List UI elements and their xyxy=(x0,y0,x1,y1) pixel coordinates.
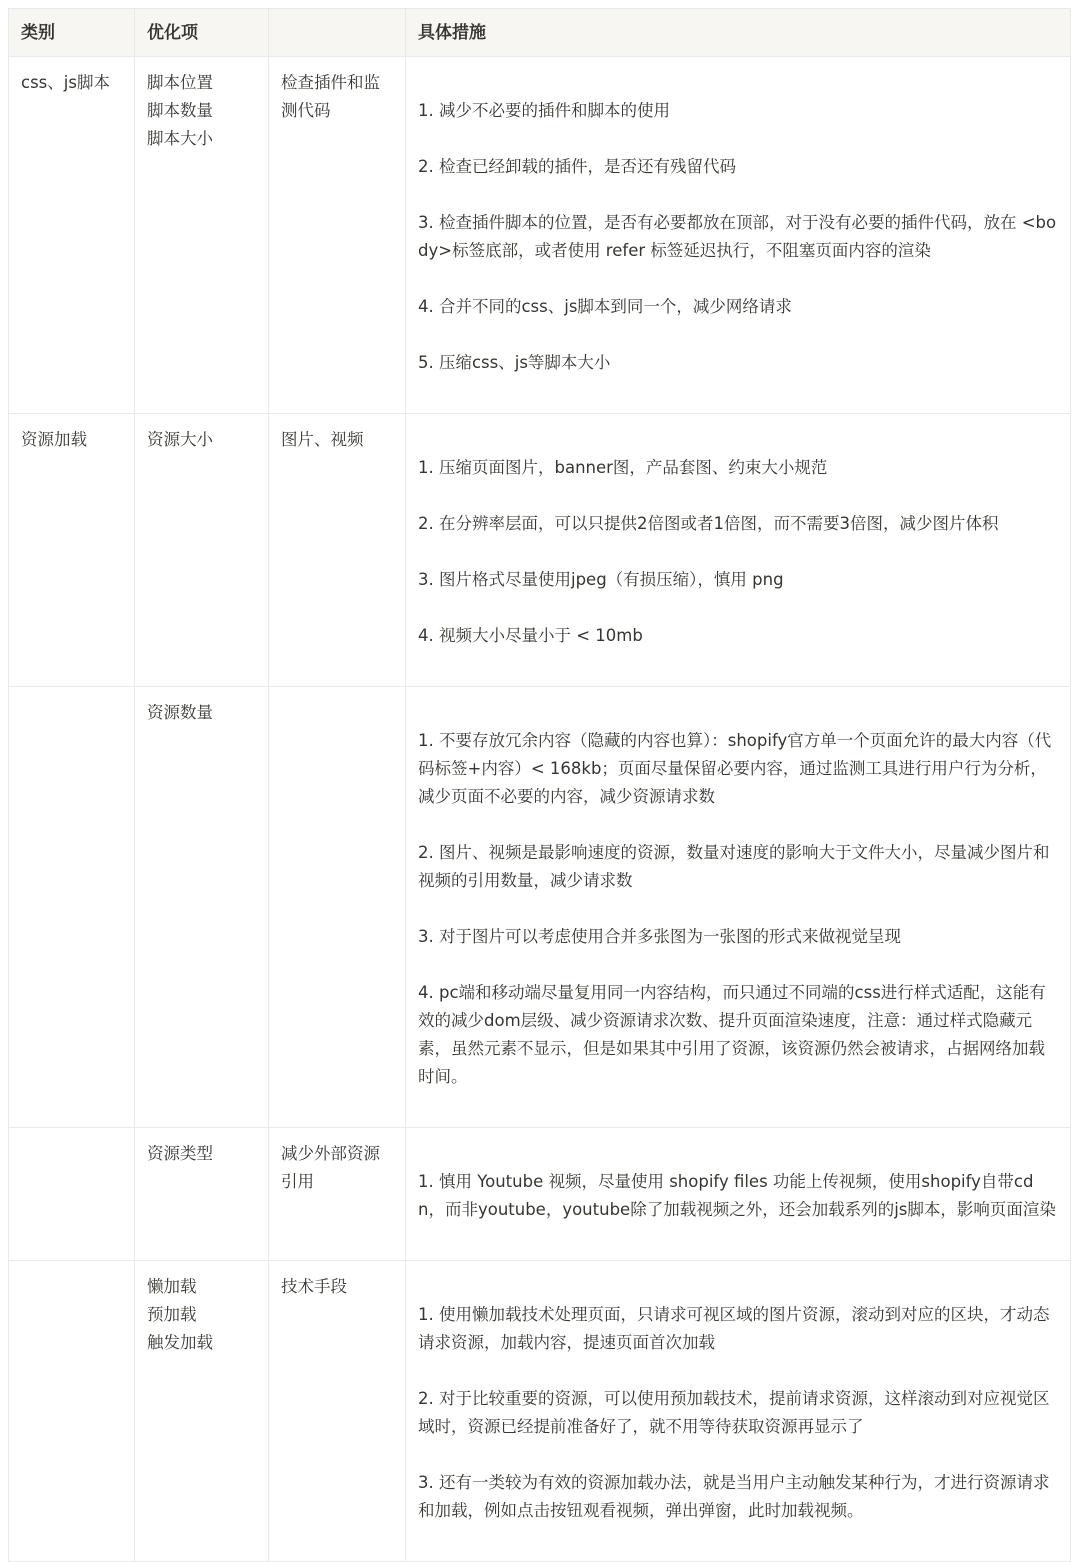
cell-measures xyxy=(406,1128,1071,1261)
table-row xyxy=(9,1261,1071,1562)
measure-line: 3. 检查插件脚本的位置，是否有必要都放在顶部，对于没有必要的插件代码，放在 <body>标签底部，或者使用 refer 标签延迟执行，不阻塞页面内容的渲染 xyxy=(418,213,1057,260)
measure-line: 2. 图片、视频是最影响速度的资源，数量对速度的影响大于文件大小，尽量减少图片和视频的引用数量，减少请求数 xyxy=(418,843,1050,890)
measure-line: 2. 检查已经卸载的插件，是否还有残留代码 xyxy=(418,157,736,176)
cell-category xyxy=(9,1128,135,1261)
cell-sub: 技术手段 xyxy=(269,1261,406,1562)
cell-item: 资源大小 xyxy=(135,414,269,687)
measure-line: 3. 对于图片可以考虑使用合并多张图为一张图的形式来做视觉呈现 xyxy=(418,927,901,946)
header-item: 优化项 xyxy=(135,9,269,57)
optimization-table xyxy=(8,8,1071,1562)
measure-line: 3. 还有一类较为有效的资源加载办法，就是当用户主动触发某种行为，才进行资源请求和加载，例如点击按钮观看视频，弹出弹窗，此时加载视频。 xyxy=(418,1473,1050,1520)
measure-line: 2. 对于比较重要的资源，可以使用预加载技术，提前请求资源，这样滚动到对应视觉区域时，资源已经提前准备好了，就不用等待获取资源再显示了 xyxy=(418,1389,1050,1436)
cell-sub: 减少外部资源引用 xyxy=(269,1128,406,1261)
header-category: 类别 xyxy=(9,9,135,57)
table-row xyxy=(9,687,1071,1128)
cell-sub xyxy=(269,687,406,1128)
cell-item: 资源类型 xyxy=(135,1128,269,1261)
measure-line: 3. 图片格式尽量使用jpeg（有损压缩），慎用 png xyxy=(418,570,784,589)
cell-measures xyxy=(406,1261,1071,1562)
header-measures: 具体措施 xyxy=(406,9,1071,57)
cell-item: 脚本位置 脚本数量 脚本大小 xyxy=(135,57,269,414)
optimization-table-container xyxy=(8,8,1070,1562)
cell-measures xyxy=(406,414,1071,687)
measure-line: 2. 在分辨率层面，可以只提供2倍图或者1倍图，而不需要3倍图，减少图片体积 xyxy=(418,514,999,533)
cell-category xyxy=(9,1261,135,1562)
measure-line: 4. 合并不同的css、js脚本到同一个，减少网络请求 xyxy=(418,297,792,316)
measure-line: 4. pc端和移动端尽量复用同一内容结构，而只通过不同端的css进行样式适配，这能有效的减少dom层级、减少资源请求次数、提升页面渲染速度，注意：通过样式隐藏元素，虽然元素不显示，但是如果其中引用了资源，该资源仍然会被请求，占据网络加载时间。 xyxy=(418,983,1046,1086)
cell-item: 资源数量 xyxy=(135,687,269,1128)
cell-sub: 图片、视频 xyxy=(269,414,406,687)
table-row xyxy=(9,57,1071,414)
measure-line: 4. 视频大小尽量小于 < 10mb xyxy=(418,626,643,645)
table-row xyxy=(9,1128,1071,1261)
table-row xyxy=(9,414,1071,687)
table-header-row xyxy=(9,9,1071,57)
cell-sub: 检查插件和监测代码 xyxy=(269,57,406,414)
cell-measures xyxy=(406,57,1071,414)
measure-line: 1. 压缩页面图片，banner图，产品套图、约束大小规范 xyxy=(418,458,828,477)
header-sub xyxy=(269,9,406,57)
cell-category xyxy=(9,687,135,1128)
measure-line: 1. 减少不必要的插件和脚本的使用 xyxy=(418,101,670,120)
cell-measures xyxy=(406,687,1071,1128)
measure-line: 1. 慎用 Youtube 视频，尽量使用 shopify files 功能上传视频，使用shopify自带cdn，而非youtube，youtube除了加载视频之外，还会加载系列的js脚本，影响页面渲染 xyxy=(418,1172,1056,1219)
cell-item: 懒加载 预加载 触发加载 xyxy=(135,1261,269,1562)
cell-category: css、js脚本 xyxy=(9,57,135,414)
measure-line: 1. 不要存放冗余内容（隐藏的内容也算）：shopify官方单一个页面允许的最大内容（代码标签+内容）< 168kb；页面尽量保留必要内容，通过监测工具进行用户行为分析，减少页面不必要的内容，减少资源请求数 xyxy=(418,731,1052,806)
cell-category: 资源加载 xyxy=(9,414,135,687)
measure-line: 5. 压缩css、js等脚本大小 xyxy=(418,353,611,372)
measure-line: 1. 使用懒加载技术处理页面，只请求可视区域的图片资源，滚动到对应的区块，才动态请求资源，加载内容，提速页面首次加载 xyxy=(418,1305,1050,1352)
